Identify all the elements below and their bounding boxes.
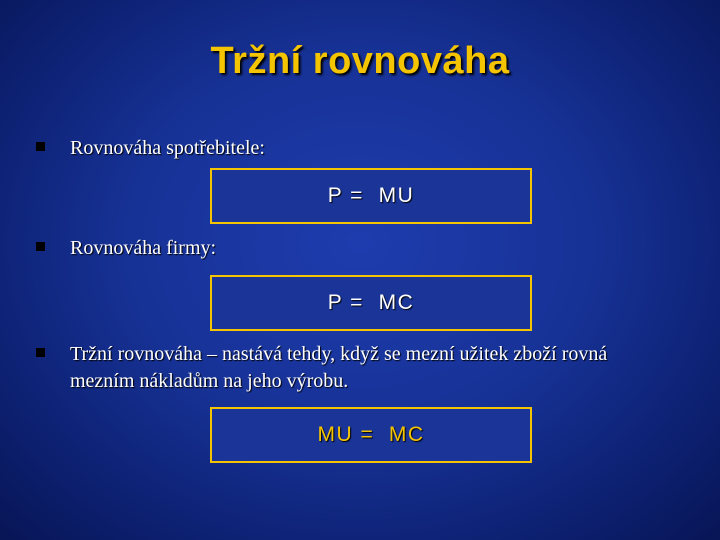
formula-text: P = MC <box>327 291 415 314</box>
formula-box-consumer <box>210 168 532 224</box>
bullet-text: Rovnováha firmy: <box>70 237 217 259</box>
formula-text: P = MU <box>327 184 415 207</box>
formula-text: MU = MC <box>317 423 425 446</box>
formula-box-firm <box>210 275 532 331</box>
square-bullet-icon <box>36 348 45 357</box>
bullet-text: Tržní rovnováha – nastává tehdy, když se mezní užitek zboží rovná mezním nákladům na jeho výrobu. <box>70 343 608 392</box>
bullet-text: Rovnováha spotřebitele: <box>70 137 265 159</box>
formula-box-market <box>210 407 532 463</box>
square-bullet-icon <box>36 142 45 151</box>
square-bullet-icon <box>36 242 45 251</box>
slide-title: Tržní rovnováha <box>210 40 510 82</box>
